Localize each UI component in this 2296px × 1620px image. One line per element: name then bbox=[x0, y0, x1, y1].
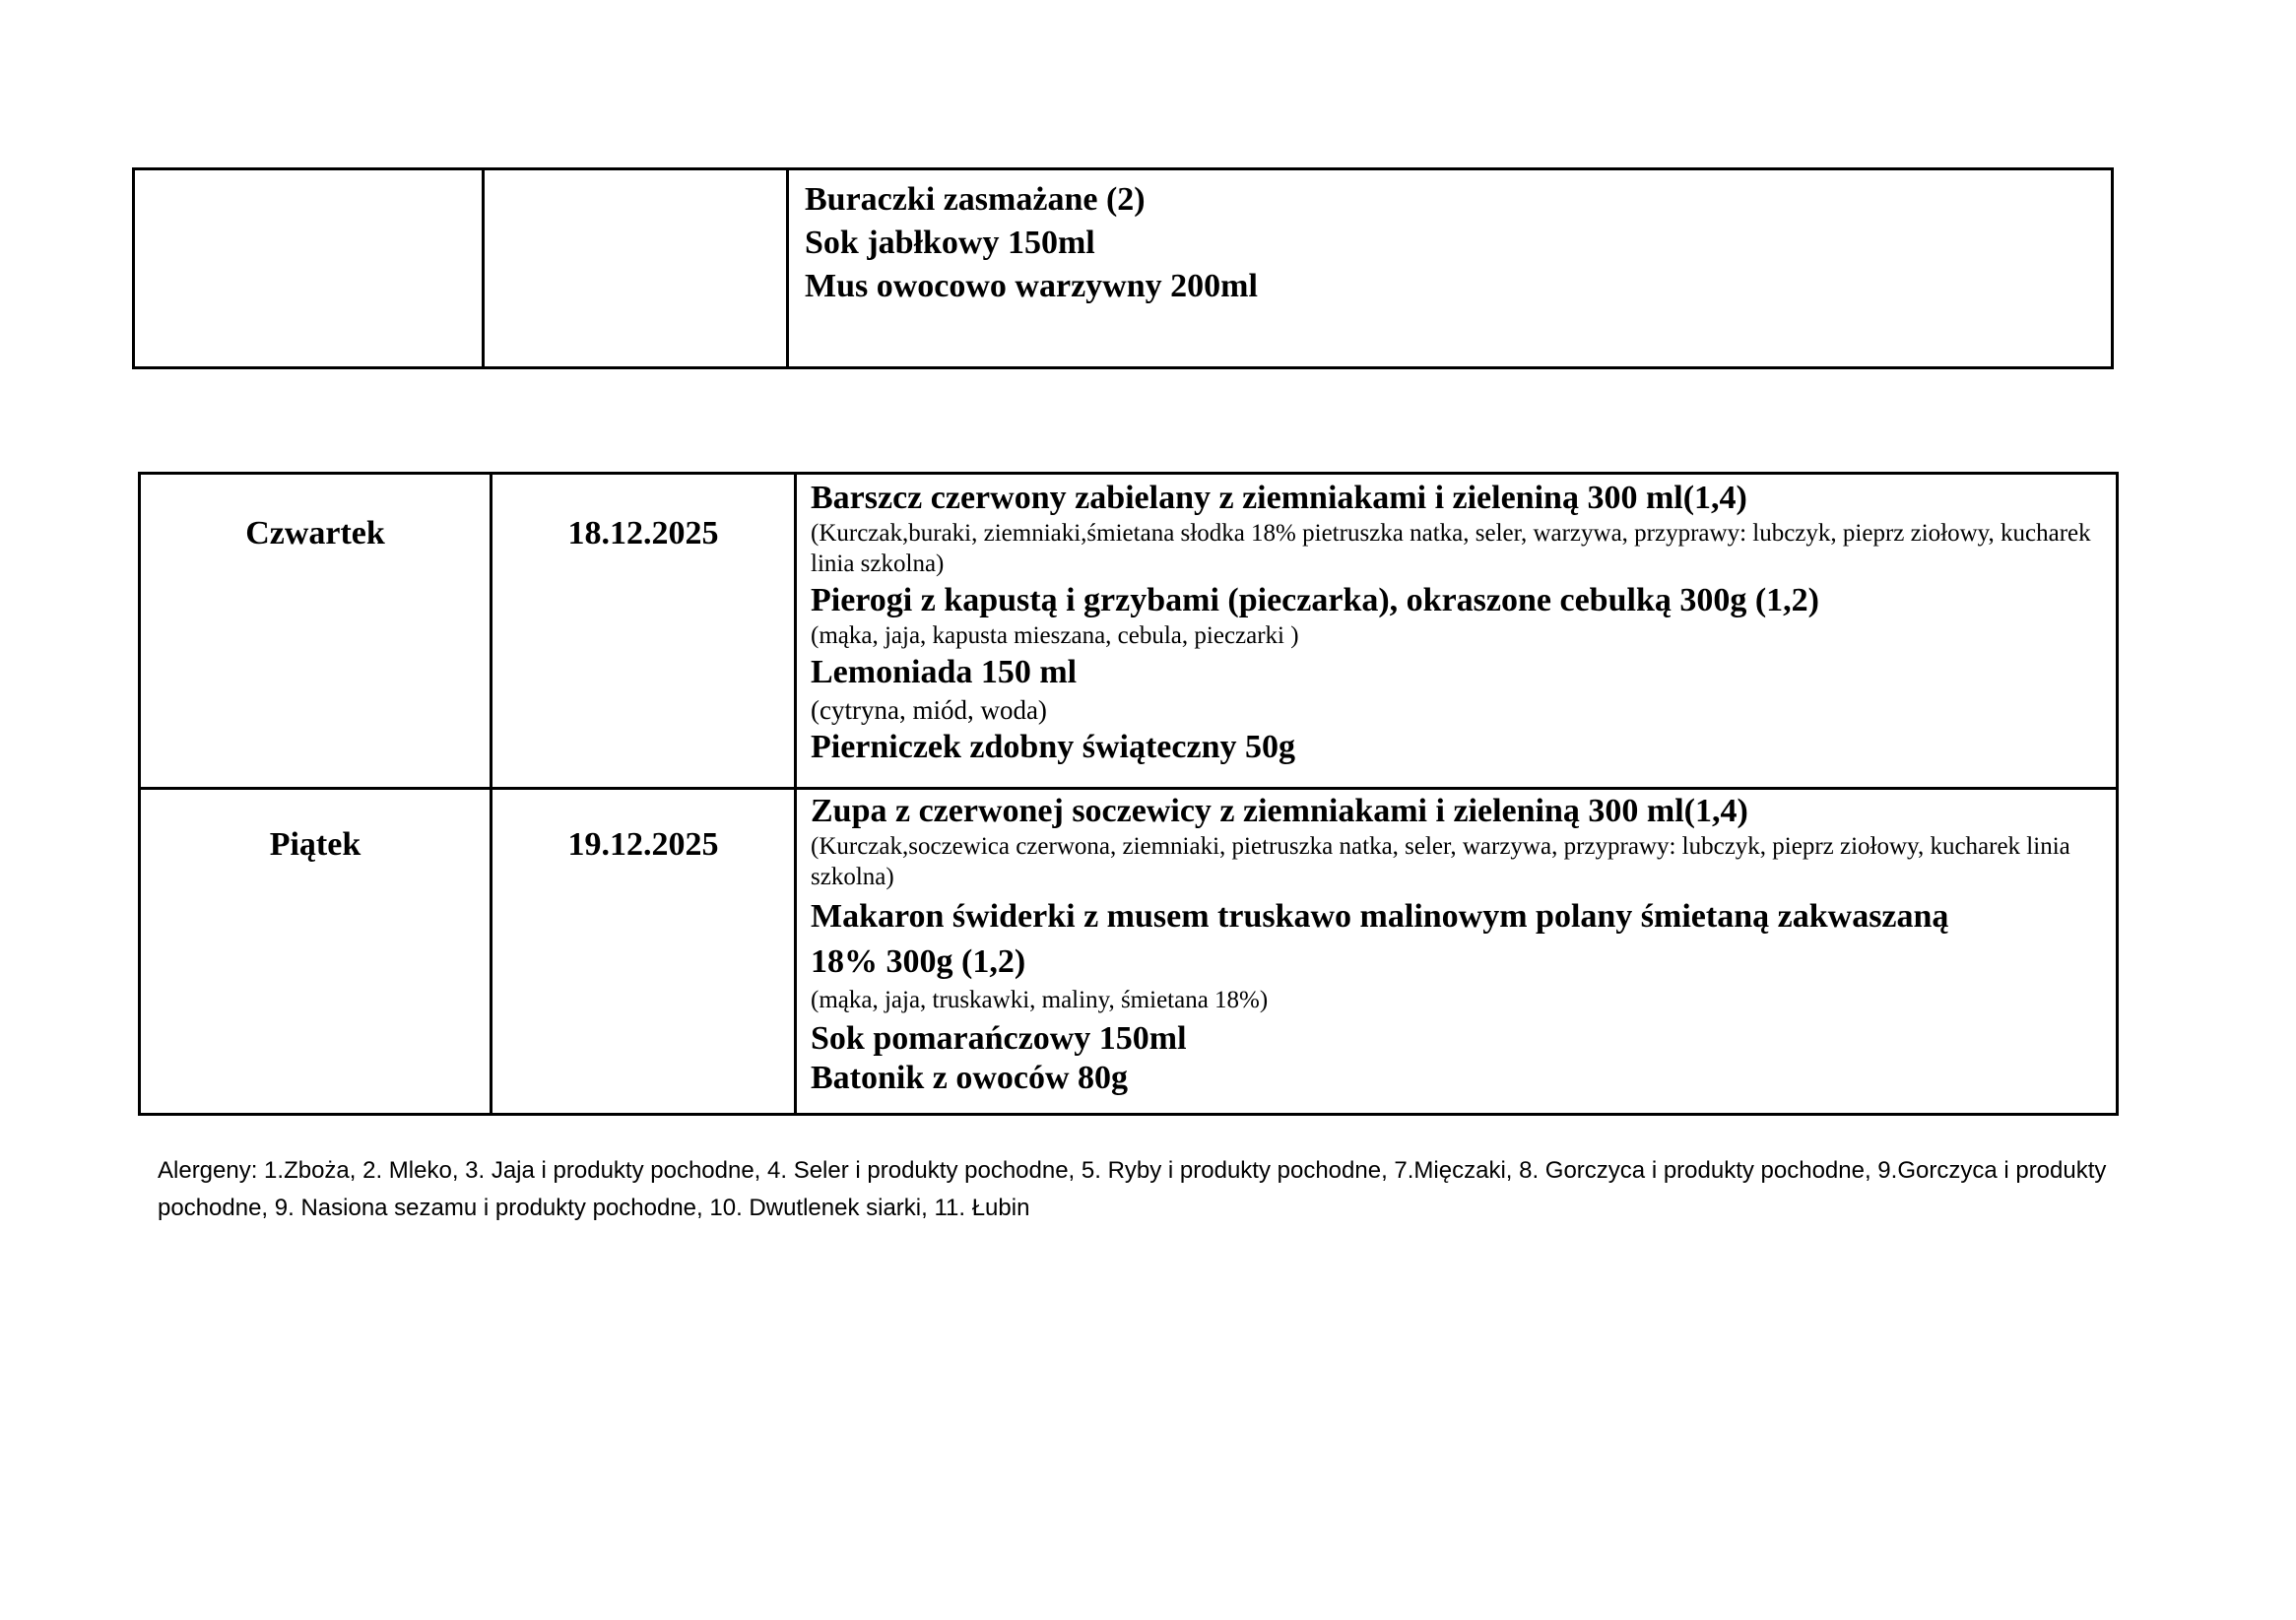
dish-line: Sok pomarańczowy 150ml bbox=[811, 1020, 1187, 1057]
ingredients-line: (mąka, jaja, truskawki, maliny, śmietana 18%) bbox=[811, 987, 1269, 1013]
day-cell-thursday bbox=[141, 514, 490, 553]
dish-line: Pierniczek zdobny świąteczny 50g bbox=[811, 729, 1295, 765]
column-divider bbox=[490, 475, 492, 1113]
dish-line: Sok jabłkowy 150ml bbox=[805, 225, 1095, 261]
date-cell-friday bbox=[492, 825, 794, 865]
date-label: 18.12.2025 bbox=[567, 515, 719, 551]
ingredients-line: (Kurczak,soczewica czerwona, ziemniaki, pietruszka natka, seler, warzywa, przyprawy: lubczyk, pieprz ziołowy, kucharek linia szkolna) bbox=[811, 833, 2070, 890]
menu-cell-friday bbox=[811, 792, 2081, 1098]
dish-line: Pierogi z kapustą i grzybami (pieczarka), okraszone cebulką 300g (1,2) bbox=[811, 582, 1820, 618]
dish-line: Lemoniada 150 ml bbox=[811, 654, 1078, 690]
column-divider bbox=[786, 170, 789, 366]
column-divider bbox=[794, 475, 797, 1113]
dish-line: Batonik z owoców 80g bbox=[811, 1060, 1129, 1096]
date-cell-thursday bbox=[492, 514, 794, 553]
date-label: 19.12.2025 bbox=[567, 826, 719, 863]
dish-line: Barszcz czerwony zabielany z ziemniakami i zieleniną 300 ml(1,4) bbox=[811, 480, 1747, 516]
menu-cell bbox=[805, 178, 2105, 308]
dish-line: Buraczki zasmażane (2) bbox=[805, 181, 1146, 218]
date-cell bbox=[485, 170, 786, 366]
row-divider bbox=[141, 787, 2116, 790]
dish-line: Makaron świderki z musem truskawo malinowym polany śmietaną zakwaszaną 18% 300g (1,2) bbox=[811, 898, 1949, 980]
day-label: Czwartek bbox=[245, 515, 385, 551]
ingredients-line: (cytryna, miód, woda) bbox=[811, 695, 1047, 725]
menu-table bbox=[138, 472, 2119, 1116]
allergens-note: Alergeny: 1.Zboża, 2. Mleko, 3. Jaja i produkty pochodne, 4. Seler i produkty pochodne, 5. Ryby i produkty pochodne, 7.Mięczaki, 8. Gorczyca i produkty pochodne, 9.Gorczyca i produkty pochodne, 9. Nasiona sezamu i produkty pochodne, 10. Dwutlenek siarki, 11. Łubin bbox=[158, 1157, 2107, 1221]
day-cell bbox=[135, 170, 482, 366]
ingredients-line: (mąka, jaja, kapusta mieszana, cebula, pieczarki ) bbox=[811, 622, 1299, 649]
dish-line: Mus owocowo warzywny 200ml bbox=[805, 268, 1258, 304]
dish-line: Zupa z czerwonej soczewicy z ziemniakami i zieleniną 300 ml(1,4) bbox=[811, 793, 1748, 829]
menu-cell-thursday bbox=[811, 479, 2096, 767]
menu-table-continuation bbox=[132, 167, 2114, 369]
ingredients-line: (Kurczak,buraki, ziemniaki,śmietana słodka 18% pietruszka natka, seler, warzywa, przyprawy: lubczyk, pieprz ziołowy, kucharek linia szkolna) bbox=[811, 520, 2091, 577]
day-cell-friday bbox=[141, 825, 490, 865]
day-label: Piątek bbox=[269, 826, 361, 863]
